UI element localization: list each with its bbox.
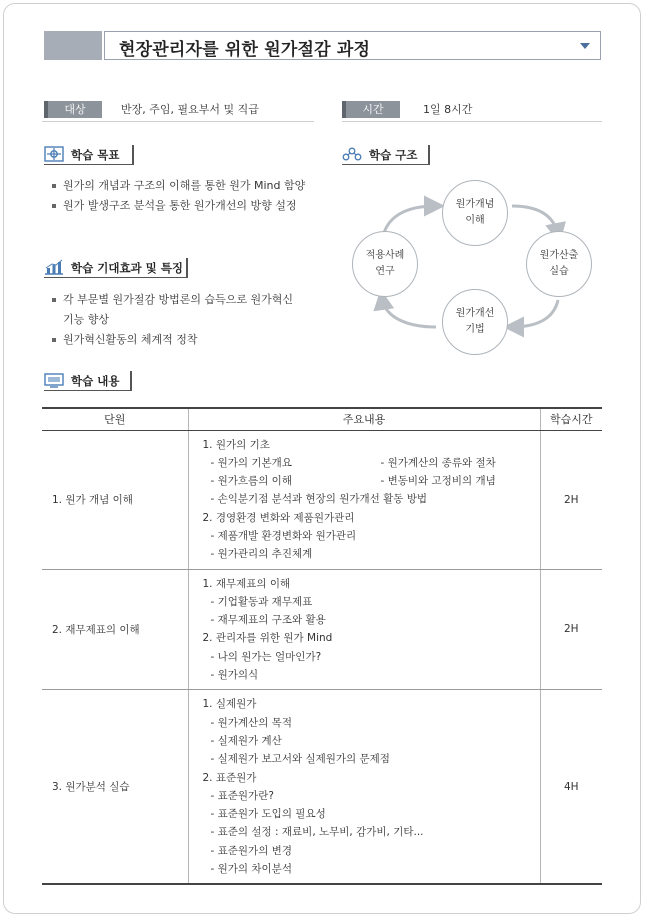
content-topic: 2. 경영환경 변화와 제품원가관리 xyxy=(202,511,355,524)
contents-heading xyxy=(44,371,132,391)
content-cell xyxy=(188,690,540,884)
content-subitem: - 재무제표의 구조와 활용 xyxy=(210,614,326,627)
content-topic: 1. 실제원가 xyxy=(202,698,257,711)
node-line: 이해 xyxy=(465,215,485,226)
network-icon xyxy=(342,146,362,162)
content-subitem: - 원가의 차이분석 xyxy=(210,863,292,876)
structure-heading-label: 학습 구조 xyxy=(369,148,418,162)
content-subitem: - 원가흐름의 이해 xyxy=(210,475,292,488)
goals-heading-label: 학습 목표 xyxy=(71,148,120,162)
content-subitem: - 제품개발 환경변화와 원가관리 xyxy=(210,529,357,542)
contents-heading-label: 학습 내용 xyxy=(71,374,120,388)
node-line: 적용사례 xyxy=(365,250,405,261)
content-subitem: - 기업활동과 재무제표 xyxy=(210,595,313,608)
list-item-line: 원가혁신활동의 체계적 정착 xyxy=(63,333,198,346)
arrow-bottom-to-left xyxy=(382,298,436,327)
structure-heading xyxy=(342,145,430,165)
content-subitem: - 원가관리의 추진체계 xyxy=(210,548,313,561)
unit-cell: 2. 재무제표의 이해 xyxy=(42,569,188,690)
content-cell xyxy=(188,569,540,690)
unit-cell: 1. 원가 개념 이해 xyxy=(42,430,188,569)
time-cell: 2H xyxy=(540,569,602,690)
node-line: 실습 xyxy=(549,266,569,277)
column-header-time: 학습시간 xyxy=(540,408,602,430)
arrow-right-to-bottom xyxy=(512,300,558,327)
content-subitem: - 원가계산의 목적 xyxy=(210,716,292,729)
content-subitem: - 손익분기점 분석과 현장의 원가개선 활동 방법 xyxy=(210,493,428,506)
node-line: 원가개선 xyxy=(455,308,495,319)
content-topic: 1. 재무제표의 이해 xyxy=(202,577,291,590)
list-item-line: 각 부문별 원가절감 방법론의 습득으로 원가혁신 xyxy=(63,293,294,306)
node-line: 원가산출 xyxy=(539,250,579,261)
bar-chart-icon xyxy=(44,259,64,275)
node-case-study xyxy=(352,231,418,297)
table-row xyxy=(42,690,602,884)
arrow-top-to-right xyxy=(512,206,558,235)
content-subitem: - 실제원가 보고서와 실제원가의 문제점 xyxy=(210,753,390,766)
table-header-row xyxy=(42,408,602,430)
content-line-pair xyxy=(203,472,540,490)
content-subitem: - 표준의 설정 : 재료비, 노무비, 감가비, 기타... xyxy=(210,826,424,839)
unit-cell: 3. 원가분석 실습 xyxy=(42,690,188,884)
table-row xyxy=(42,430,602,569)
node-calculation xyxy=(526,231,592,297)
time-cell: 2H xyxy=(540,430,602,569)
divider xyxy=(342,121,602,122)
content-topic: 2. 표준원가 xyxy=(202,771,257,784)
list-item xyxy=(51,330,331,350)
table-row xyxy=(42,569,602,690)
goals-heading xyxy=(44,145,134,165)
list-item xyxy=(51,290,331,330)
content-line-pair xyxy=(203,454,540,472)
content-subitem: - 변동비와 고정비의 개념 xyxy=(380,475,496,488)
content-subitem: - 표준원가 도입의 필요성 xyxy=(210,808,326,821)
node-concept xyxy=(442,180,508,246)
node-line: 기법 xyxy=(465,324,485,335)
column-header-main: 주요내용 xyxy=(188,408,540,430)
divider xyxy=(42,121,314,122)
list-item: 원가의 개념과 구조의 이해를 통한 원가 Mind 함양 xyxy=(51,176,331,196)
effects-heading-label: 학습 기대효과 및 특징 xyxy=(71,261,183,275)
content-cell xyxy=(188,430,540,569)
node-line: 원가개념 xyxy=(455,199,495,210)
title-accent-block xyxy=(44,31,102,60)
target-label: 대상 xyxy=(48,101,102,118)
time-value: 1일 8시간 xyxy=(423,103,473,116)
title-bar xyxy=(104,31,601,60)
effects-list xyxy=(51,290,331,350)
content-subitem: - 원가의식 xyxy=(210,669,259,682)
content-subitem: - 표준원가의 변경 xyxy=(210,844,292,857)
curriculum-table xyxy=(42,407,602,885)
content-subitem: - 원가계산의 종류와 절차 xyxy=(380,456,496,469)
content-subitem: - 표준원가란? xyxy=(210,789,274,802)
node-improvement xyxy=(442,289,508,355)
page-title: 현장관리자를 위한 원가절감 과정 xyxy=(119,40,371,60)
triangle-down-icon xyxy=(580,43,590,49)
list-item: 원가 발생구조 분석을 통한 원가개선의 방향 설정 xyxy=(51,196,331,216)
content-subitem: - 실제원가 계산 xyxy=(210,734,282,747)
effects-heading xyxy=(44,258,188,278)
target-value: 반장, 주임, 필요부서 및 직급 xyxy=(121,103,259,116)
list-item-line: 기능 향상 xyxy=(63,313,110,326)
monitor-icon xyxy=(44,372,64,388)
content-topic: 2. 관리자를 위한 원가 Mind xyxy=(202,632,333,645)
column-header-unit: 단원 xyxy=(42,408,188,430)
time-label: 시간 xyxy=(346,101,400,118)
content-subitem: - 원가의 기본개요 xyxy=(210,456,292,469)
time-cell: 4H xyxy=(540,690,602,884)
content-topic: 1. 원가의 기초 xyxy=(202,438,270,451)
target-icon xyxy=(44,146,64,162)
node-line: 연구 xyxy=(375,266,395,277)
content-subitem: - 나의 원가는 얼마인가? xyxy=(210,650,322,663)
goals-list xyxy=(51,176,331,216)
